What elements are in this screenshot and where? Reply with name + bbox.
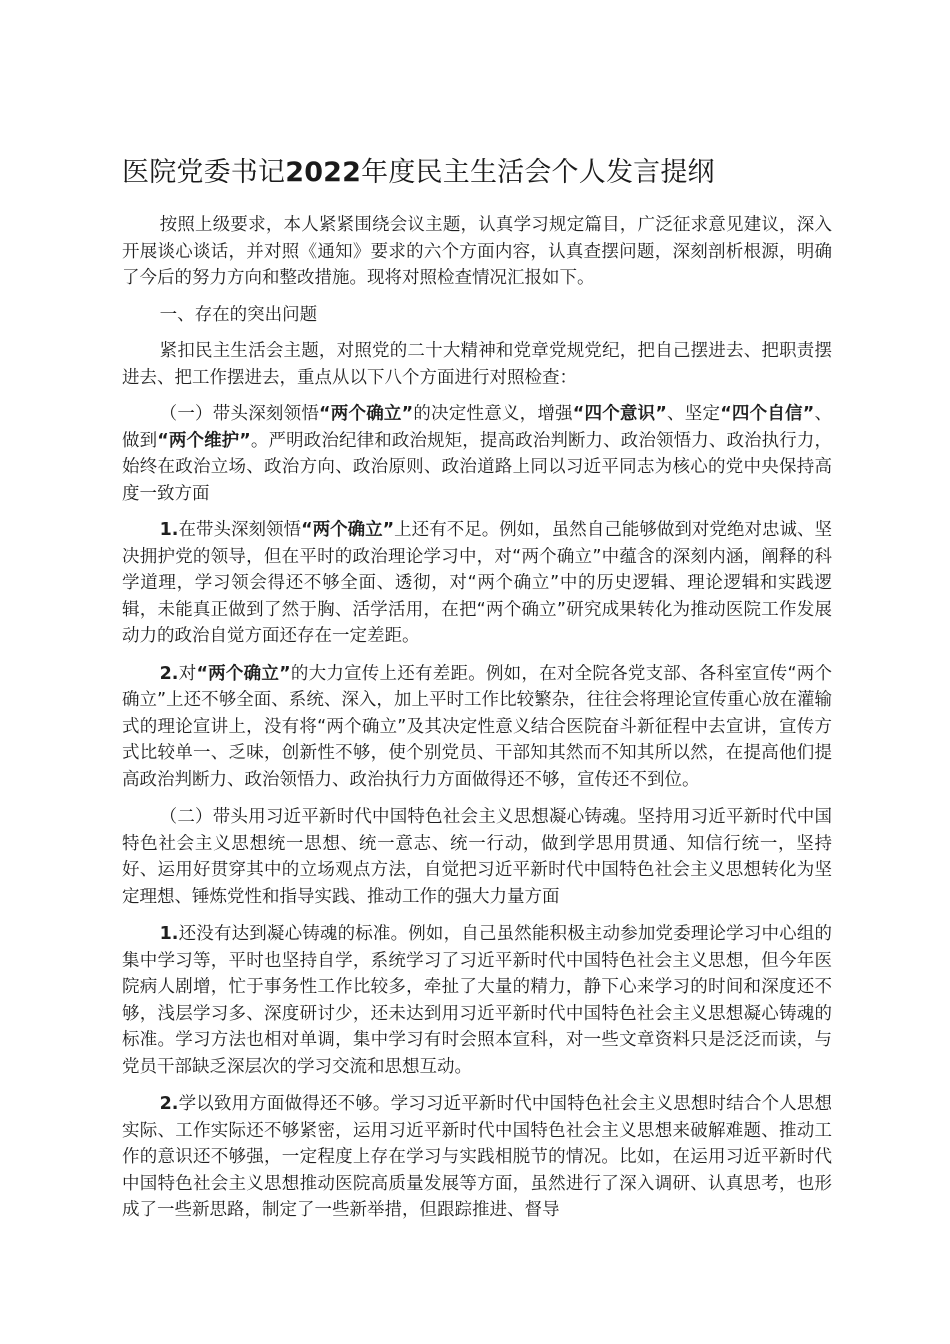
- quote-run: “四个意识”: [572, 404, 667, 424]
- sub-item-paragraph: [122, 517, 832, 650]
- quote-run: “两个确立”: [319, 404, 414, 424]
- text-run: 上还有不足。例如，虽然自己能够做到对党绝对忠诚、坚决拥护党的领导，但在平时的政治理论学习中，对“两个确立”中蕴含的深刻内涵，阐释的科学道理，学习领会得还不够全面、透彻，对“两个确立”中的历史逻辑、理论逻辑和实践逻辑，未能真正做到了然于胸、活学活用，在把“两个确立”研究成果转化为推动医院工作发展动力的政治自觉方面还存在一定差距。: [122, 520, 833, 646]
- text-run: （一）带头深刻领悟: [159, 404, 320, 424]
- title-year: 2022: [285, 157, 362, 188]
- text-run: 还没有达到凝心铸魂的标准。例如，自己虽然能积极主动参加党委理论学习中心组的集中学习等，平时也坚持自学，系统学习了习近平新时代中国特色社会主义思想，但今年医院病人剧增，忙于事务性工作比较多，牵扯了大量的精力，静下心来学习的时间和深度还不够，浅层学习多、深度研讨少，还未达到用习近平新时代中国特色社会主义思想凝心铸魂的标准。学习方法也相对单调，集中学习有时会照本宣科，对一些文章资料只是泛泛而读，与党员干部缺乏深层次的学习交流和思想互动。: [122, 924, 832, 1077]
- document-body: [122, 212, 832, 1224]
- item-paragraph: （二）带头用习近平新时代中国特色社会主义思想凝心铸魂。坚持用习近平新时代中国特色社会主义思想统一思想、统一意志、统一行动，做到学思用贯通、知信行统一，坚持好、运用好贯穿其中的立场观点方法，自觉把习近平新时代中国特色社会主义思想转化为坚定理想、锤炼党性和指导实践、推动工作的强大力量方面: [122, 807, 832, 907]
- text-run: 在带头深刻领悟: [178, 520, 302, 540]
- sub-item-number: 2.: [159, 663, 179, 684]
- sub-item-paragraph: [122, 1091, 832, 1224]
- text-run: 、做到: [122, 404, 832, 451]
- sub-item-number: 1.: [159, 520, 179, 540]
- text-run: 对: [178, 663, 197, 684]
- title-part: 年度民主生活会个人发言提纲: [361, 157, 715, 188]
- sub-item-number: 1.: [159, 924, 179, 944]
- sub-item-paragraph: [122, 921, 832, 1080]
- text-run: 学以致用方面做得还不够。学习习近平新时代中国特色社会主义思想时结合个人思想实际、工作实际还不够紧密，运用习近平新时代中国特色社会主义思想来破解难题、推动工作的意识还不够强，一定程度上存在学习与实践相脱节的情况。比如，在运用习近平新时代中国特色社会主义思想推动医院高质量发展等方面，虽然进行了深入调研、认真思考，也形成了一些新思路，制定了一些新举措，但跟踪推进、督导: [122, 1094, 832, 1220]
- quote-run: “两个确立”: [301, 520, 395, 540]
- item-paragraph: [122, 401, 832, 507]
- quote-run: “四个自信”: [720, 404, 815, 424]
- text-run: 的大力宣传上还有差距。例如，在对全院各党支部、各科室宣传“两个确立”上还不够全面、系统、深入，加上平时工作比较繁杂，往往会将理论宣传重心放在灌输式的理论宣讲上，没有将“两个确立”及其决定性意义结合医院奋斗新征程中去宣讲，宣传方式比较单一、乏味，创新性不够，使个别党员、干部知其然而不知其所以然，在提高他们提高政治判断力、政治领悟力、政治执行力方面做得还不够，宣传还不到位。: [122, 663, 832, 790]
- quote-run: “两个确立”: [196, 663, 291, 684]
- document-title: [122, 0, 832, 196]
- section-intro-paragraph: 紧扣民主生活会主题，对照党的二十大精神和党章党规党纪，把自己摆进去、把职责摆进去、把工作摆进去，重点从以下八个方面进行对照检查：: [122, 341, 832, 388]
- sub-item-paragraph: [122, 661, 832, 794]
- text-run: 、坚定: [666, 404, 721, 424]
- intro-paragraph: 按照上级要求，本人紧紧围绕会议主题，认真学习规定篇目，广泛征求意见建议，深入开展谈心谈话，并对照《通知》要求的六个方面内容，认真查摆问题，深刻剖析根源，明确了今后的努力方向和整改措施。现将对照检查情况汇报如下。: [122, 215, 832, 288]
- title-part: 医院党委书记: [122, 157, 286, 188]
- section-heading: 一、存在的突出问题: [159, 304, 318, 325]
- text-run: 的决定性意义，增强: [413, 404, 573, 424]
- quote-run: “两个维护”: [157, 430, 251, 451]
- sub-item-number: 2.: [159, 1094, 179, 1114]
- text-run: 。严明政治纪律和政治规矩，提高政治判断力、政治领悟力、政治执行力，始终在政治立场、政治方向、政治原则、政治道路上同以习近平同志为核心的党中央保持高度一致方面: [122, 430, 833, 504]
